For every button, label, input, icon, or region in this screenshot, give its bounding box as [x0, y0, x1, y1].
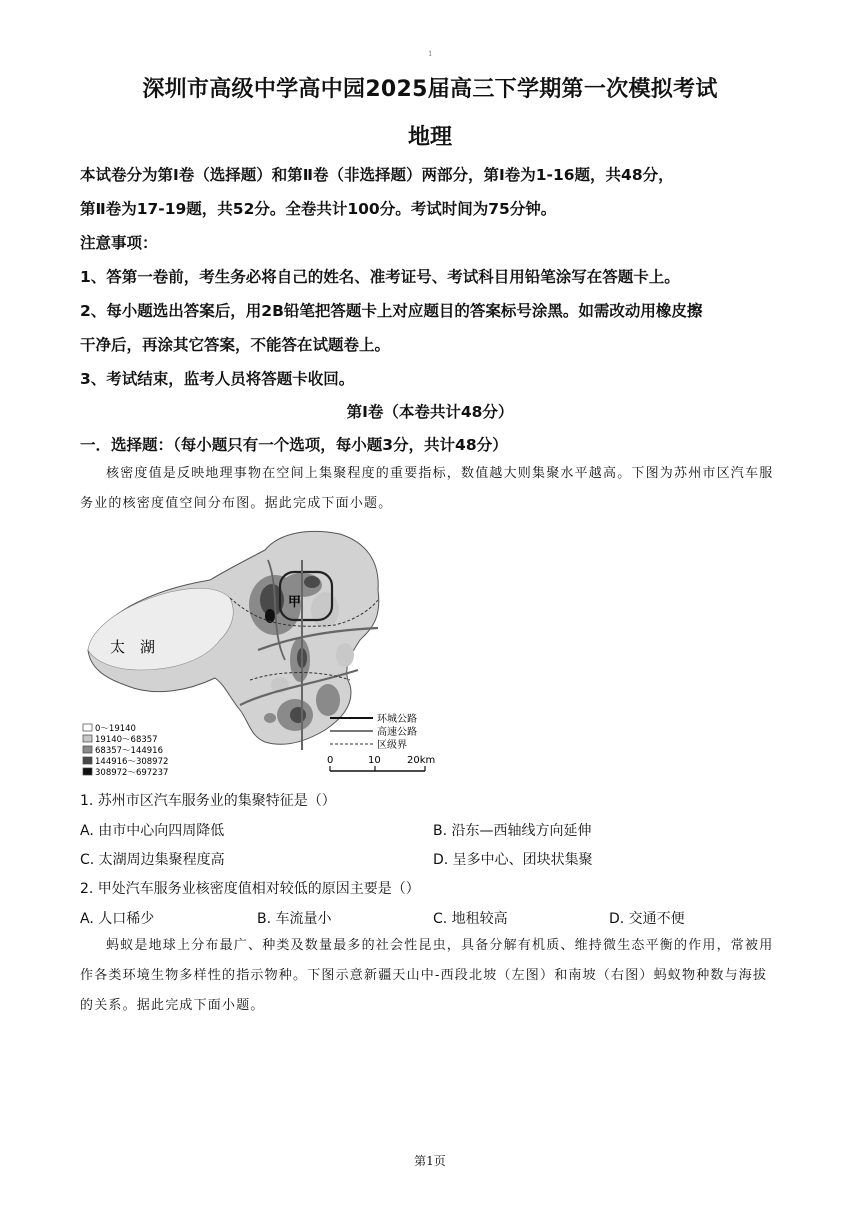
density-legend — [83, 724, 168, 778]
scale-bar — [327, 755, 435, 771]
q1-option-b[interactable]: B. 沿东—西轴线方向延伸 — [433, 823, 592, 839]
q2-option-a[interactable]: A. 人口稀少 — [80, 911, 155, 927]
page-number: 第1页 — [414, 1154, 446, 1168]
q1-option-c[interactable]: C. 太湖周边集聚程度高 — [80, 852, 225, 868]
legend-range-3: 68357～144916 — [95, 746, 163, 756]
intro-line-2: 第Ⅱ卷为17-19题，共52分。全卷共计100分。考试时间为75分钟。 — [80, 200, 557, 218]
q1-option-d[interactable]: D. 呈多中心、团块状集聚 — [433, 852, 593, 868]
notice-item-1: 1、答第一卷前，考生务必将自己的姓名、准考证号、考试科目用铅笔涂写在答题卡上。 — [80, 268, 680, 286]
kernel-density-map — [80, 520, 440, 780]
scale-0: 0 — [327, 755, 334, 766]
legend-range-2: 19140～68357 — [95, 735, 158, 745]
legend-range-5: 308972～697237 — [95, 768, 169, 778]
line-legend — [330, 712, 417, 751]
q2-option-d[interactable]: D. 交通不便 — [609, 911, 685, 927]
legend-range-4: 144916～308972 — [95, 757, 169, 767]
subject-title: 地理 — [407, 125, 452, 150]
notice-item-2b: 干净后，再涂其它答案，不能答在试题卷上。 — [80, 336, 391, 354]
legend-range-1: 0～19140 — [95, 724, 136, 734]
q2-option-b[interactable]: B. 车流量小 — [257, 911, 332, 927]
passage-1: 核密度值是反映地理事物在空间上集聚程度的重要指标，数值越大则集聚水平越高。下图为苏州市区汽车服务业的核密度值空间分布图。据此完成下面小题。 — [80, 466, 774, 511]
scale-20: 20km — [407, 755, 436, 766]
question-1-stem: 1. 苏州市区汽车服务业的集聚特征是（） — [80, 793, 336, 809]
ring-road-label: 环城公路 — [377, 714, 417, 725]
q2-option-c[interactable]: C. 地租较高 — [433, 911, 508, 927]
scale-10: 10 — [368, 755, 381, 766]
exam-title: 深圳市高级中学高中园2025届高三下学期第一次模拟考试 — [142, 77, 718, 102]
section-heading: 一．选择题：（每小题只有一个选项，每小题3分，共计48分） — [80, 436, 508, 454]
q1-option-a[interactable]: A. 由市中心向四周降低 — [80, 823, 225, 839]
jia-label: 甲 — [288, 595, 302, 610]
passage-2: 蚂蚁是地球上分布最广、种类及数量最多的社会性昆虫，具备分解有机质、维持微生态平衡的作用，常被用作各类环境生物多样性的指示物种。下图示意新疆天山中-西段北坡（左图）和南坡（右图）蚂蚁物种数与海拔的关系。据此完成下面小题。 — [80, 938, 774, 1013]
section-title: 第Ⅰ卷（本卷共计48分） — [346, 403, 514, 421]
highway-label: 高速公路 — [377, 727, 417, 738]
notice-item-2a: 2、每小题选出答案后，用2B铅笔把答题卡上对应题目的答案标号涂黑。如需改动用橡皮擦 — [80, 302, 703, 320]
notice-item-3: 3、考试结束，监考人员将答题卡收回。 — [80, 370, 355, 388]
question-2-stem: 2. 甲处汽车服务业核密度值相对较低的原因主要是（） — [80, 881, 420, 897]
intro-line-1: 本试卷分为第Ⅰ卷（选择题）和第Ⅱ卷（非选择题）两部分，第Ⅰ卷为1-16题，共48分， — [80, 166, 674, 184]
notice-heading: 注意事项： — [80, 234, 158, 252]
boundary-label: 区级界 — [377, 740, 407, 751]
lake-label: 太 湖 — [110, 638, 156, 656]
page-marker: 1 — [428, 50, 433, 58]
